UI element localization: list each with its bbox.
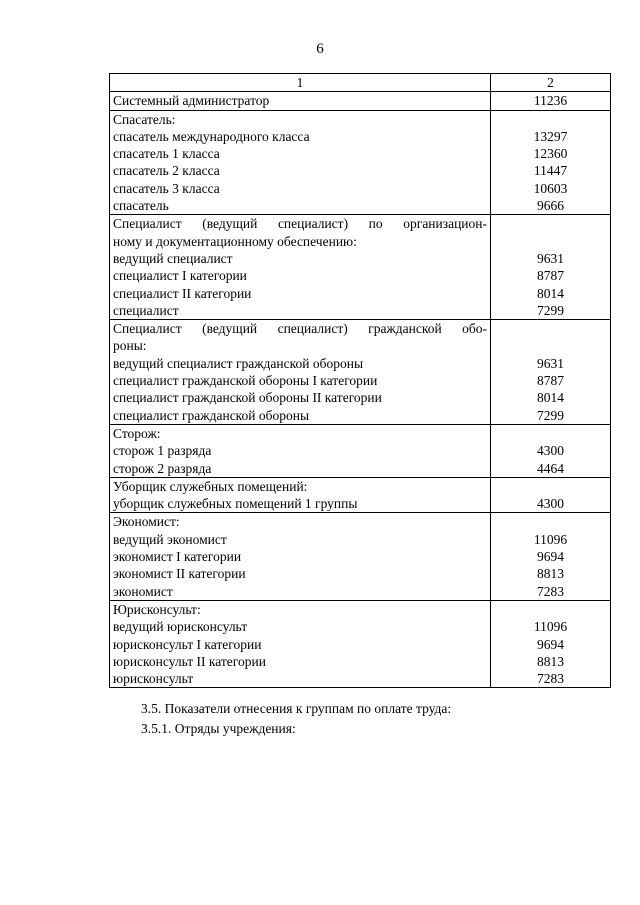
position-name: специалист гражданской обороны I категории: [113, 373, 378, 389]
section-heading-3-5: 3.5. Показатели отнесения к группам по оплате труда:: [141, 701, 452, 716]
table-row: [110, 477, 611, 513]
salary-value: [494, 337, 607, 354]
table-row: [110, 110, 611, 215]
position-name: экономист II категории: [113, 566, 246, 582]
salary-value: 8787: [537, 268, 564, 284]
salary-value: 11236: [533, 93, 568, 109]
salary-value: [494, 513, 607, 530]
salary-value: 8787: [537, 373, 564, 389]
salary-value: [494, 478, 607, 495]
position-name: ведущий специалист: [113, 250, 233, 266]
salary-value: 4464: [537, 460, 564, 476]
salary-value: 7283: [537, 583, 564, 599]
position-name: специалист: [113, 302, 179, 318]
position-cell: [110, 513, 491, 600]
salary-value: 7283: [537, 671, 564, 687]
position-name: специалист гражданской обороны: [113, 407, 310, 423]
table-row: [110, 424, 611, 477]
position-name: ведущий экономист: [113, 531, 227, 547]
salary-cell: [491, 513, 611, 600]
salary-value: 7299: [537, 407, 564, 423]
position-name: Системный администратор: [113, 93, 270, 109]
salary-value: [494, 425, 607, 442]
position-name: экономист: [113, 583, 173, 599]
column-header-2: 2: [491, 74, 611, 92]
position-name: юрисконсульт: [113, 671, 194, 687]
table-header-row: [110, 74, 611, 92]
salary-value: 11096: [533, 531, 568, 547]
salary-value: 4300: [537, 443, 564, 459]
position-name: Юрисконсульт:: [113, 601, 201, 617]
table-row: [110, 92, 611, 110]
salary-value: 9631: [537, 250, 564, 266]
salary-value: [494, 233, 607, 250]
salary-value: 8014: [537, 390, 564, 406]
position-name: спасатель 2 класса: [113, 163, 220, 179]
position-name: уборщик служебных помещений 1 группы: [113, 496, 358, 512]
position-cell: [110, 110, 491, 215]
position-cell: [110, 424, 491, 477]
salary-value: 9694: [537, 549, 564, 565]
salary-cell: [491, 215, 611, 320]
position-name: спасатель международного класса: [113, 128, 310, 144]
position-cell: [110, 92, 491, 110]
position-name: сторож 1 разряда: [113, 443, 212, 459]
position-name: специалист I категории: [113, 268, 247, 284]
position-name: специалист II категории: [113, 285, 252, 301]
salary-value: 8014: [537, 285, 564, 301]
position-name: Сторож:: [113, 425, 161, 441]
salary-value: 4300: [537, 496, 564, 512]
salary-value: 8813: [537, 653, 564, 669]
salary-value: [494, 601, 607, 618]
position-name: Специалист (ведущий специалист) по организацион-: [113, 216, 487, 232]
table-body: [110, 92, 611, 688]
table-row: [110, 215, 611, 320]
salary-value: [494, 215, 607, 232]
column-header-1: 1: [110, 74, 491, 92]
salary-cell: [491, 600, 611, 687]
section-heading-3-5-1: 3.5.1. Отряды учреждения:: [141, 721, 296, 736]
position-cell: [110, 320, 491, 425]
position-cell: [110, 215, 491, 320]
salary-cell: [491, 92, 611, 110]
position-name: ному и документационному обеспечению:: [113, 233, 357, 249]
position-name: спасатель 3 класса: [113, 180, 220, 196]
salary-value: 9631: [537, 355, 564, 371]
salary-cell: [491, 110, 611, 215]
salary-value: 11096: [533, 619, 568, 635]
salary-value: 8813: [537, 566, 564, 582]
position-name: специалист гражданской обороны II категории: [113, 390, 382, 406]
salary-value: 13297: [533, 128, 568, 144]
table-row: [110, 600, 611, 687]
position-name: юрисконсульт II категории: [113, 653, 266, 669]
page-number: 6: [316, 41, 324, 57]
position-name: спасатель 1 класса: [113, 146, 220, 162]
salary-value: 10603: [533, 180, 568, 196]
position-name: экономист I категории: [113, 549, 242, 565]
position-name: Спасатель:: [113, 111, 176, 127]
table-row: [110, 513, 611, 600]
salary-value: [494, 320, 607, 337]
salary-value: 12360: [533, 146, 568, 162]
salary-value: 9666: [537, 198, 564, 214]
salary-value: 7299: [537, 302, 564, 318]
position-name: сторож 2 разряда: [113, 460, 212, 476]
salary-value: [494, 111, 607, 128]
salary-table: [109, 73, 611, 688]
position-name: ведущий юрисконсульт: [113, 619, 248, 635]
position-cell: [110, 477, 491, 513]
salary-value: 9694: [537, 636, 564, 652]
salary-cell: [491, 320, 611, 425]
position-name: Специалист (ведущий специалист) гражданской обо-: [113, 321, 487, 337]
position-name: спасатель: [113, 198, 169, 214]
position-name: юрисконсульт I категории: [113, 636, 262, 652]
position-name: Экономист:: [113, 514, 180, 530]
position-name: Уборщик служебных помещений:: [113, 478, 308, 494]
salary-cell: [491, 477, 611, 513]
position-name: ведущий специалист гражданской обороны: [113, 355, 364, 371]
salary-value: 11447: [533, 163, 568, 179]
position-cell: [110, 600, 491, 687]
salary-cell: [491, 424, 611, 477]
table-row: [110, 320, 611, 425]
position-name: роны:: [113, 338, 147, 354]
